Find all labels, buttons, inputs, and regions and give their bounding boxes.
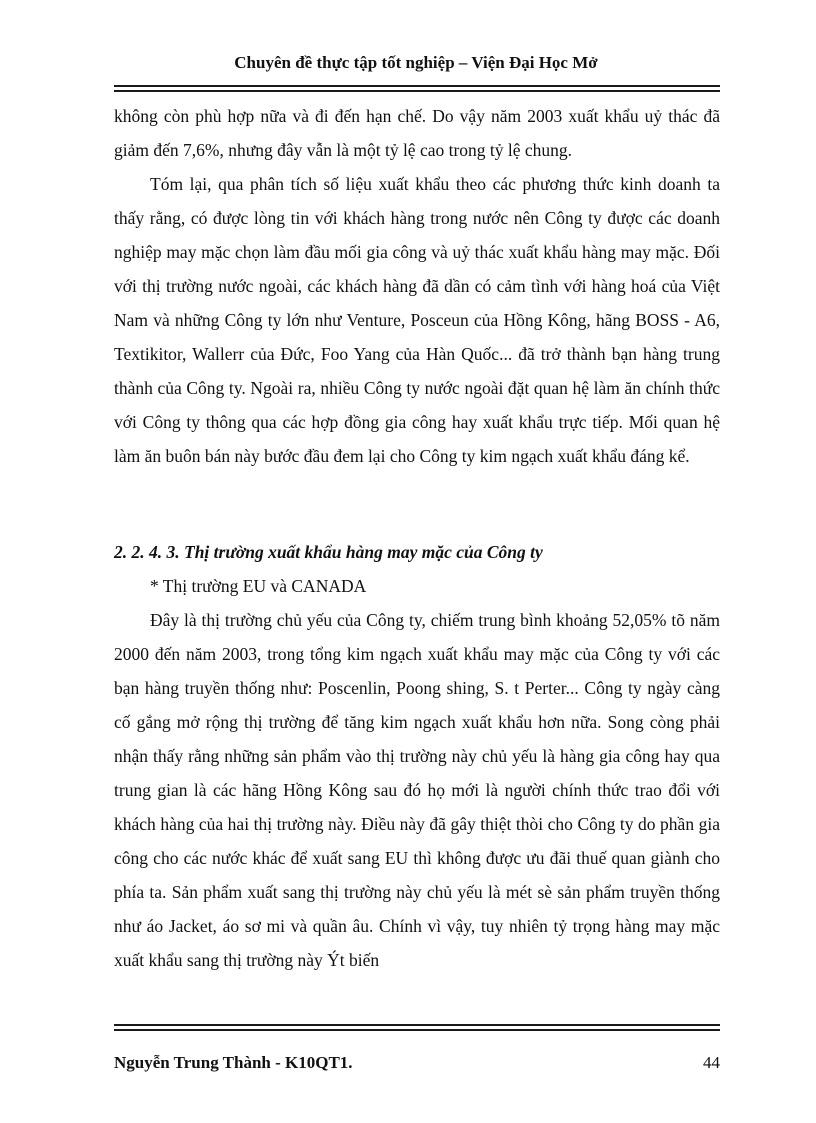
page-number: 44 bbox=[703, 1053, 720, 1072]
page-body bbox=[114, 99, 720, 977]
market-label: * Thị trường EU và CANADA bbox=[150, 576, 367, 596]
paragraph-summary: Tóm lại, qua phân tích số liệu xuất khẩu theo các phương thức kinh doanh ta thấy rằng, có được lòng tin với khách hàng trong nước nên Công ty được các doanh nghiệp may mặc chọn làm đầu mối gia công và uỷ thác xuất khẩu hàng may mặc. Đối với thị trường nước ngoài, các khách hàng đã dần có cảm tình với hàng hoá của Việt Nam và những Công ty lớn như Venture, Posceun của Hồng Kông, hãng BOSS - A6, Textikitor, Wallerr của Đức, Foo Yang của Hàn Quốc... đã trở thành bạn hàng trung thành của Công ty. Ngoài ra, nhiều Công ty nước ngoài đặt quan hệ làm ăn chính thức với Công ty thông qua các hợp đồng gia công hay xuất khẩu trực tiếp. Mối quan hệ làm ăn buôn bán này bước đầu đem lại cho Công ty kim ngạch xuất khẩu đáng kể. bbox=[114, 174, 720, 466]
footer-divider bbox=[114, 1024, 720, 1031]
page-header-title: Chuyên đề thực tập tốt nghiệp – Viện Đại Học Mở bbox=[234, 53, 598, 72]
page-footer bbox=[114, 1052, 720, 1074]
section-heading: 2. 2. 4. 3. Thị trường xuất khẩu hàng may mặc của Công ty bbox=[114, 542, 543, 562]
paragraph-eu-canada: Đây là thị trường chủ yếu của Công ty, chiếm trung bình khoảng 52,05% tõ năm 2000 đến năm 2003, trong tổng kim ngạch xuất khẩu may mặc của Công ty với các bạn hàng truyền thống như: Poscenlin, Poong shing, S. t Perter... Công ty ngày càng cố gắng mở rộng thị trường để tăng kim ngạch xuất khẩu hơn nữa. Song còng phải nhận thấy rằng những sản phẩm vào thị trường này chủ yếu là hàng gia công hay qua trung gian là các hãng Hồng Kông sau đó họ mới là người chính thức trao đổi với khách hàng của hai thị trường này. Điều này đã gây thiệt thòi cho Công ty do phần gia công cho các nước khác để xuất sang EU thì không được ưu đãi thuế quan giành cho phía ta. Sản phẩm xuất sang thị trường này chủ yếu là mét sè sản phẩm truyền thống như áo Jacket, áo sơ mi và quần âu. Chính vì vậy, tuy nhiên tỷ trọng hàng may mặc xuất khẩu sang thị trường này Ýt biến bbox=[114, 610, 720, 970]
paragraph-continuation: không còn phù hợp nữa và đi đến hạn chế. Do vậy năm 2003 xuất khẩu uỷ thác đã giảm đến 7,6%, nhưng đây vẫn là một tỷ lệ cao trong tỷ lệ chung. bbox=[114, 106, 720, 160]
header-divider bbox=[114, 85, 720, 92]
section-spacer bbox=[114, 473, 720, 535]
footer-author: Nguyễn Trung Thành - K10QT1. bbox=[114, 1053, 353, 1072]
